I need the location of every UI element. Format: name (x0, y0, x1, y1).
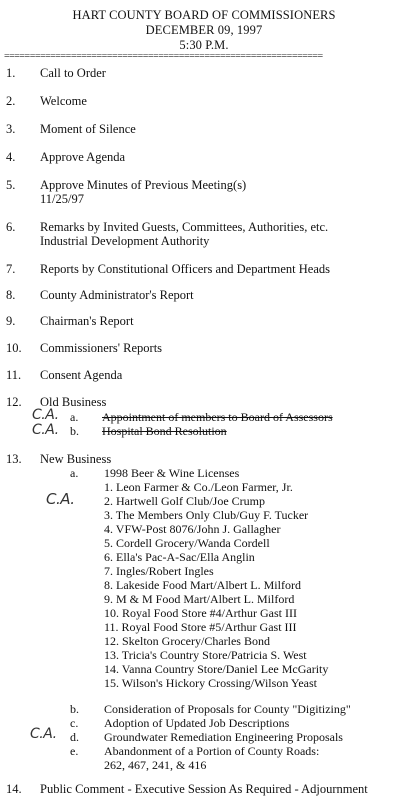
header-separator: ============================================================== (4, 51, 323, 62)
item-approve-agenda: Approve Agenda (40, 150, 126, 164)
license-item: 10. Royal Food Store #4/Arthur Gast III (104, 606, 297, 620)
item-call-to-order: Call to Order (40, 66, 106, 80)
item-number: 5. (6, 178, 16, 192)
license-item: 9. M & M Food Mart/Albert L. Milford (104, 592, 295, 606)
handwritten-ca-note: C.A. (32, 407, 59, 423)
item-reports-officers: Reports by Constitutional Officers and Department Heads (40, 262, 330, 276)
license-item: 14. Vanna Country Store/Daniel Lee McGarity (104, 662, 329, 676)
item-number: 11. (6, 368, 22, 382)
item-approve-minutes: Approve Minutes of Previous Meeting(s) (40, 178, 247, 192)
license-item: 12. Skelton Grocery/Charles Bond (104, 634, 270, 648)
license-item: 13. Tricia's Country Store/Patricia S. West (104, 648, 307, 662)
license-item: 15. Wilson's Hickory Crossing/Wilson Yeast (104, 676, 317, 690)
item-number: 2. (6, 94, 16, 108)
item-number: 1. (6, 66, 16, 80)
item-number: 9. (6, 314, 16, 328)
item-old-business: Old Business (40, 395, 107, 409)
license-item: 4. VFW-Post 8076/John J. Gallagher (104, 522, 281, 536)
license-item: 11. Royal Food Store #5/Arthur Gast III (104, 620, 297, 634)
road-numbers: 262, 467, 241, & 416 (104, 758, 207, 772)
item-consent-agenda: Consent Agenda (40, 368, 123, 382)
license-item: 3. The Members Only Club/Guy F. Tucker (104, 508, 309, 522)
meeting-date: DECEMBER 09, 1997 (145, 23, 263, 37)
item-new-business: New Business (40, 452, 112, 466)
item-number: 6. (6, 220, 16, 234)
new-business-letter: d. (70, 730, 79, 744)
old-business-letter: a. (70, 410, 79, 424)
license-item: 6. Ella's Pac-A-Sac/Ella Anglin (104, 550, 255, 564)
handwritten-ca-note: C.A. (46, 490, 75, 508)
item-welcome: Welcome (40, 94, 87, 108)
item-number: 12. (6, 395, 22, 409)
new-business-digitizing: Consideration of Proposals for County "Digitizing" (104, 702, 351, 716)
item-number: 10. (6, 341, 22, 355)
old-business-hospital-bond: Hospital Bond Resolution (102, 424, 227, 438)
handwritten-ca-note: C.A. (32, 422, 59, 438)
item-number: 4. (6, 150, 16, 164)
new-business-letter: b. (70, 702, 79, 716)
item-number: 8. (6, 288, 16, 302)
new-business-letter: a. (70, 466, 79, 480)
item-administrator-report: County Administrator's Report (40, 288, 194, 302)
new-business-letter: c. (70, 716, 79, 730)
item-commissioners-reports: Commissioners' Reports (40, 341, 163, 355)
item-public-comment: Public Comment - Executive Session As Required - Adjournment (40, 782, 368, 796)
meeting-time: 5:30 P.M. (179, 38, 229, 52)
old-business-assessors: Appointment of members to Board of Assessors (102, 410, 333, 424)
new-business-job-descriptions: Adoption of Updated Job Descriptions (104, 716, 290, 730)
item-moment-of-silence: Moment of Silence (40, 122, 136, 136)
license-item: 5. Cordell Grocery/Wanda Cordell (104, 536, 270, 550)
item-number: 14. (6, 782, 22, 796)
board-title: HART COUNTY BOARD OF COMMISSIONERS (72, 8, 336, 22)
new-business-beer-wine: 1998 Beer & Wine Licenses (104, 466, 240, 480)
license-item: 8. Lakeside Food Mart/Albert L. Milford (104, 578, 301, 592)
old-business-letter: b. (70, 424, 79, 438)
new-business-road-abandonment: Abandonment of a Portion of County Roads: (104, 744, 320, 758)
license-item: 7. Ingles/Robert Ingles (104, 564, 214, 578)
new-business-letter: e. (70, 744, 79, 758)
item-number: 7. (6, 262, 16, 276)
item-number: 13. (6, 452, 22, 466)
item-remarks-sub: Industrial Development Authority (40, 234, 210, 248)
item-number: 3. (6, 122, 16, 136)
item-chairman-report: Chairman's Report (40, 314, 134, 328)
new-business-groundwater: Groundwater Remediation Engineering Proposals (104, 730, 343, 744)
license-item: 1. Leon Farmer & Co./Leon Farmer, Jr. (104, 480, 293, 494)
item-remarks: Remarks by Invited Guests, Committees, Authorities, etc. (40, 220, 329, 234)
license-item: 2. Hartwell Golf Club/Joe Crump (104, 494, 265, 508)
handwritten-ca-note: C.A. (30, 726, 57, 742)
item-minutes-date: 11/25/97 (40, 192, 84, 206)
